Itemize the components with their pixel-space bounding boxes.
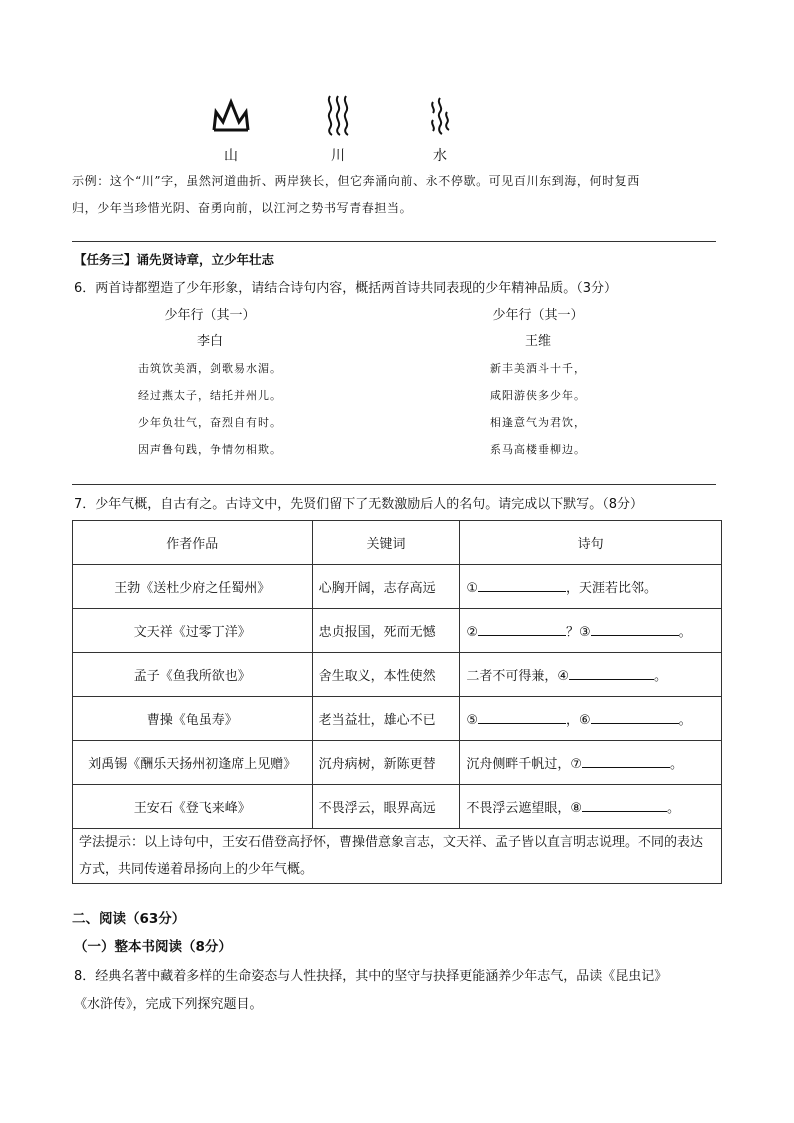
table-row — [73, 653, 722, 697]
verse-end: 。 — [666, 801, 680, 816]
work-cell: 曹操《龟虽寿》 — [73, 697, 313, 741]
table-header-row — [73, 521, 722, 565]
table-row — [73, 565, 722, 609]
column-header: 诗句 — [460, 521, 722, 565]
poem-line: 咸阳游侠多少年。 — [490, 389, 586, 402]
answer-blank-3[interactable] — [591, 621, 679, 636]
pictograph-row — [0, 90, 794, 170]
verse-prefix: ① — [466, 581, 478, 596]
table-row — [73, 741, 722, 785]
verse-cell — [460, 697, 722, 741]
column-header: 作者作品 — [73, 521, 313, 565]
verse-prefix: ② — [466, 625, 478, 640]
question-7: 7．少年气概，自古有之。古诗文中，先贤们留下了无数激励后人的名句。请完成以下默写。（8分） — [74, 497, 644, 512]
table-row — [73, 609, 722, 653]
verse-prefix: ⑤ — [466, 713, 478, 728]
question-8-line-1: 8．经典名著中藏着多样的生命姿态与人性抉择，其中的坚守与抉择更能涵养少年志气，品读《昆虫记》 — [74, 969, 668, 984]
answer-blank-5[interactable] — [478, 709, 566, 724]
task3-title: 【任务三】诵先贤诗章，立少年壮志 — [74, 252, 275, 267]
verse-end: 。 — [653, 669, 667, 684]
verse-cell — [460, 609, 722, 653]
question-6: 6．两首诗都塑造了少年形象，请结合诗句内容，概括两首诗共同表现的少年精神品质。（3分） — [74, 281, 618, 296]
glyph-label-water: 水 — [433, 148, 447, 164]
answer-blank-8[interactable] — [582, 797, 667, 812]
water-pictograph-icon — [428, 96, 452, 136]
poem-line: 因声鲁句践，争情勿相欺。 — [138, 443, 282, 456]
question-8-line-2: 《水浒传》，完成下列探究题目。 — [74, 997, 263, 1012]
keyword-cell: 沉舟病树，新陈更替 — [312, 741, 460, 785]
verse-text: ，天涯若比邻。 — [565, 581, 657, 596]
study-tip: 学法提示：以上诗句中，王安石借登高抒怀，曹操借意象言志，文天祥、孟子皆以直言明志说理。不同的表达方式，共同传递着昂扬向上的少年气概。 — [73, 829, 722, 884]
poem-line: 击筑饮美酒，剑歌易水湄。 — [138, 362, 282, 375]
divider — [72, 241, 716, 242]
work-cell: 刘禹锡《酬乐天扬州初逢席上见赠》 — [73, 741, 313, 785]
keyword-cell: 舍生取义，本性使然 — [312, 653, 460, 697]
keyword-cell: 心胸开阔，志存高远 — [312, 565, 460, 609]
answer-blank-4[interactable] — [569, 665, 654, 680]
verse-cell — [460, 785, 722, 829]
verse-end: 。 — [678, 713, 692, 728]
verse-text: ？③ — [565, 625, 591, 640]
verse-cell — [460, 653, 722, 697]
work-cell: 文天祥《过零丁洋》 — [73, 609, 313, 653]
keyword-cell: 老当益壮，雄心不已 — [312, 697, 460, 741]
answer-blank-1[interactable] — [478, 577, 566, 592]
table-row — [73, 697, 722, 741]
poem-li-bai — [70, 303, 350, 463]
example-paragraph — [72, 168, 722, 222]
poem-line: 经过燕太子，结托并州儿。 — [138, 389, 282, 402]
poem-line: 相逢意气为君饮， — [490, 416, 586, 429]
poem-line: 少年负壮气，奋烈自有时。 — [138, 416, 282, 429]
poem-title: 少年行（其一） — [164, 308, 256, 323]
keyword-cell: 不畏浮云，眼界高远 — [312, 785, 460, 829]
glyph-label-mountain: 山 — [224, 148, 238, 164]
verse-cell — [460, 565, 722, 609]
verse-prefix: 不畏浮云遮望眼，⑧ — [466, 801, 582, 816]
verse-end: 。 — [669, 757, 683, 772]
example-line-1: 示例：这个“川”字，虽然河道曲折、两岸狭长，但它奔涌向前、永不停歇。可见百川东到海，何时复西 — [72, 174, 640, 188]
answer-blank-6[interactable] — [591, 709, 679, 724]
column-header: 关键词 — [312, 521, 460, 565]
poem-author: 李白 — [196, 334, 223, 349]
work-cell: 孟子《鱼我所欲也》 — [73, 653, 313, 697]
verse-cell — [460, 741, 722, 785]
poem-line: 新丰美酒斗十千， — [490, 362, 586, 375]
answer-blank-7[interactable] — [582, 753, 670, 768]
verse-prefix: 沉舟侧畔千帆过，⑦ — [466, 757, 582, 772]
section-2-title: 二、阅读（63分） — [72, 911, 186, 927]
tip-row — [73, 829, 722, 884]
glyph-label-river: 川 — [331, 148, 345, 164]
verse-prefix: 二者不可得兼，④ — [466, 669, 569, 684]
work-cell: 王安石《登飞来峰》 — [73, 785, 313, 829]
poem-title: 少年行（其一） — [492, 308, 584, 323]
section-2-subtitle: （一）整本书阅读（8分） — [74, 939, 232, 955]
example-line-2: 归，少年当珍惜光阴、奋勇向前，以江河之势书写青春担当。 — [72, 201, 413, 215]
keyword-cell: 忠贞报国，死而无憾 — [312, 609, 460, 653]
question-8 — [74, 963, 724, 1019]
poem-line: 系马高楼垂柳边。 — [490, 443, 586, 456]
work-cell: 王勃《送杜少府之任蜀州》 — [73, 565, 313, 609]
poem-wang-wei — [398, 303, 678, 463]
verse-end: 。 — [678, 625, 692, 640]
answer-blank-2[interactable] — [478, 621, 566, 636]
river-pictograph-icon — [324, 94, 352, 136]
table-row — [73, 785, 722, 829]
poem-author: 王维 — [524, 334, 551, 349]
verse-text: ，⑥ — [565, 713, 591, 728]
recitation-table — [72, 520, 722, 884]
divider — [72, 484, 716, 485]
mountain-pictograph-icon — [210, 98, 252, 134]
